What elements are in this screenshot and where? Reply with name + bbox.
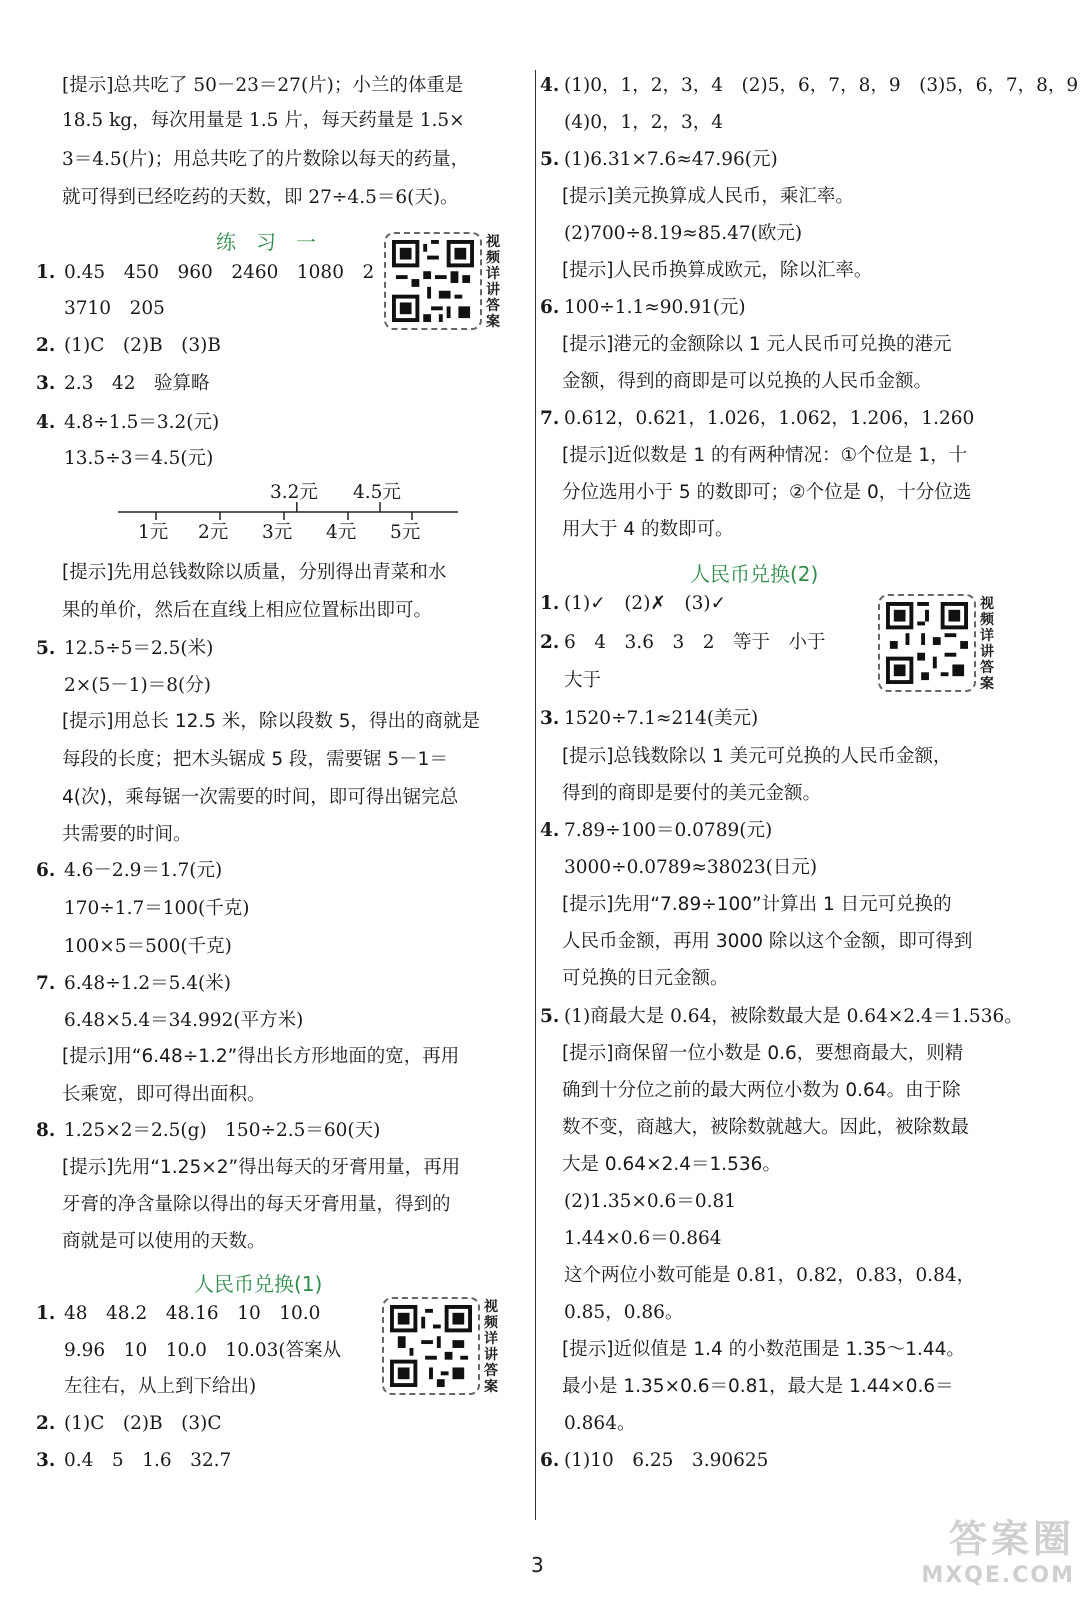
answer-line: 4.8÷1.5＝3.2(元): [64, 412, 220, 433]
answer-line: (2)1.35×0.6＝0.81: [564, 1191, 737, 1212]
intro-tip-line: [提示]总共吃了 50－23＝27(片)；小兰的体重是: [62, 75, 464, 96]
hint-line: 金额，得到的商即是可以兑换的人民币金额。: [562, 371, 933, 392]
hint-line: [提示]用总长 12.5 米，除以段数 5，得出的商就是: [62, 711, 481, 732]
point-label-4-5: 4.5元: [353, 482, 401, 503]
intro-tip-line: 3＝4.5(片)；用总共吃了的片数除以每天的药量，: [62, 149, 470, 170]
watermark-url: MXQE.COM: [921, 1563, 1075, 1588]
hint-line: 得到的商即是要付的美元金额。: [562, 783, 822, 804]
question-number: 7.: [36, 973, 56, 994]
answer-line: 3000÷0.0789≈38023(日元): [564, 857, 818, 878]
tick-label: 3元: [262, 522, 293, 543]
question-number: 6.: [540, 297, 560, 318]
answer-line: 6.48÷1.2＝5.4(米): [64, 973, 231, 994]
answer-line: 7.89÷100＝0.0789(元): [564, 820, 773, 841]
hint-line: [提示]先用总钱数除以质量，分别得出青菜和水: [62, 562, 447, 583]
hint-line: 每段的长度；把木头锯成 5 段，需要锯 5－1＝: [62, 749, 448, 770]
hint-line: [提示]近似值是 1.4 的小数范围是 1.35～1.44。: [562, 1339, 965, 1360]
question-number: 5.: [540, 149, 560, 170]
question-number: 4.: [540, 75, 560, 96]
qr-code-video[interactable]: [382, 1297, 480, 1395]
hint-line: 用大于 4 的数即可。: [562, 519, 734, 540]
column-divider: [535, 70, 536, 1520]
hint-line: [提示]总钱数除以 1 美元可兑换的人民币金额，: [562, 746, 952, 767]
answer-line: (2)700÷8.19≈85.47(欧元): [564, 223, 803, 244]
hint-line: [提示]人民币换算成欧元，除以汇率。: [562, 260, 873, 281]
qr-code-video[interactable]: [384, 232, 482, 330]
tick-label: 5元: [390, 522, 421, 543]
question-number: 2.: [36, 335, 56, 356]
answer-line: 1.25×2＝2.5(g) 150÷2.5＝60(天): [64, 1120, 381, 1141]
question-number: 4.: [36, 412, 56, 433]
question-number: 3.: [36, 373, 56, 394]
watermark-logo: [921, 1508, 1075, 1588]
qr-label: 视频详讲答案: [484, 1299, 498, 1395]
hint-line: 共需要的时间。: [62, 824, 192, 845]
answer-line: 0.864。: [564, 1413, 636, 1434]
answer-line: (4)0，1，2，3，4: [564, 112, 724, 133]
question-number: 5.: [36, 638, 56, 659]
answer-line: 1520÷7.1≈214(美元): [564, 708, 759, 729]
answer-line: (1)10 6.25 3.90625: [564, 1450, 769, 1471]
answer-line: 13.5÷3＝4.5(元): [64, 448, 214, 469]
answer-line: 2.3 42 验算略: [64, 373, 210, 394]
hint-line: 确到十分位之前的最大两位小数为 0.64。由于除: [562, 1080, 961, 1101]
section-heading-rmb-exchange-2: 人民币兑换(2): [690, 562, 819, 586]
hint-line: 商就是可以使用的天数。: [62, 1231, 266, 1252]
question-number: 8.: [36, 1120, 56, 1141]
hint-line: 数不变，商越大，被除数就越大。因此，被除数最: [562, 1117, 970, 1138]
question-number: 5.: [540, 1006, 560, 1027]
answer-line: 0.85，0.86。: [564, 1302, 684, 1323]
hint-line: [提示]港元的金额除以 1 元人民币可兑换的港元: [562, 334, 952, 355]
tick-label: 2元: [198, 522, 229, 543]
qr-code-icon: [390, 1305, 472, 1387]
answer-line: 4.6－2.9＝1.7(元): [64, 860, 223, 881]
hint-line: [提示]先用“7.89÷100”计算出 1 日元可兑换的: [562, 894, 952, 915]
point-label-3-2: 3.2元: [270, 482, 318, 503]
hint-line: 可兑换的日元金额。: [562, 968, 729, 989]
hint-line: 果的单价，然后在直线上相应位置标出即可。: [62, 600, 433, 621]
hint-line: [提示]商保留一位小数是 0.6，要想商最大，则精: [562, 1043, 964, 1064]
answer-line: 100×5＝500(千克): [64, 936, 232, 957]
question-number: 1.: [36, 1303, 56, 1324]
intro-tip-line: 18.5 kg，每次用量是 1.5 片，每天药量是 1.5×: [62, 110, 465, 131]
answer-line: (1)✓ (2)✗ (3)✓: [564, 593, 727, 614]
intro-tip-line: 就可得到已经吃药的天数，即 27÷4.5＝6(天)。: [62, 187, 459, 208]
page-number: 3: [531, 1553, 544, 1577]
question-number: 1.: [540, 593, 560, 614]
tick-label: 4元: [326, 522, 357, 543]
qr-label: 视频详讲答案: [486, 234, 500, 330]
question-number: 7.: [540, 408, 560, 429]
hint-line: 人民币金额，再用 3000 除以这个金额，即可得到: [562, 931, 973, 952]
answer-line: 9.96 10 10.0 10.03(答案从: [64, 1340, 342, 1361]
hint-line: 大是 0.64×2.4＝1.536。: [562, 1154, 781, 1175]
hint-line: 分位选用小于 5 的数即可；②个位是 0，十分位选: [562, 482, 972, 503]
answer-line: 2×(5－1)＝8(分): [64, 675, 211, 696]
hint-line: [提示]美元换算成人民币，乘汇率。: [562, 186, 854, 207]
answer-line: (1)0，1，2，3，4 (2)5，6，7，8，9 (3)5，6，7，8，9: [564, 75, 1079, 96]
answer-line: 0.612，0.621，1.026，1.062，1.206，1.260: [564, 408, 975, 429]
qr-code-icon: [392, 240, 474, 322]
hint-line: 长乘宽，即可得出面积。: [62, 1084, 266, 1105]
question-number: 3.: [36, 1450, 56, 1471]
answer-line: (1)C (2)B (3)B: [64, 335, 221, 356]
section-heading-rmb-exchange-1: 人民币兑换(1): [194, 1272, 323, 1296]
answer-line: 大于: [564, 670, 602, 691]
watermark-text: 答案圈: [948, 1517, 1075, 1561]
answer-line: 0.4 5 1.6 32.7: [64, 1450, 232, 1471]
question-number: 6.: [540, 1450, 560, 1471]
question-number: 2.: [36, 1413, 56, 1434]
answer-line: 100÷1.1≈90.91(元): [564, 297, 746, 318]
hint-line: 4(次)，乘每锯一次需要的时间，即可得出锯完总: [62, 787, 459, 808]
answer-line: 12.5÷5＝2.5(米): [64, 638, 214, 659]
qr-code-icon: [886, 602, 968, 684]
answer-line: 左往右，从上到下给出): [64, 1376, 257, 1397]
qr-label: 视频详讲答案: [980, 596, 994, 692]
section-heading-practice-1: 练 习 一: [216, 230, 316, 254]
answer-line: 这个两位小数可能是 0.81，0.82，0.83，0.84，: [564, 1265, 976, 1286]
answer-line: 6 4 3.6 3 2 等于 小于: [564, 632, 826, 653]
answer-line: (1)商最大是 0.64，被除数最大是 0.64×2.4＝1.536。: [564, 1006, 1023, 1027]
answer-line: (1)6.31×7.6≈47.96(元): [564, 149, 778, 170]
question-number: 4.: [540, 820, 560, 841]
question-number: 1.: [36, 262, 56, 283]
answer-line: 170÷1.7＝100(千克): [64, 898, 250, 919]
question-number: 2.: [540, 632, 560, 653]
answer-line: 6.48×5.4＝34.992(平方米): [64, 1010, 304, 1031]
answer-line: 48 48.2 48.16 10 10.0: [64, 1303, 321, 1324]
hint-line: 牙膏的净含量除以得出的每天牙膏用量，得到的: [62, 1194, 451, 1215]
answer-line: 0.45 450 960 2460 1080 2: [64, 262, 375, 283]
hint-line: [提示]近似数是 1 的有两种情况：①个位是 1，十: [562, 445, 968, 466]
answer-line: (1)C (2)B (3)C: [64, 1413, 222, 1434]
question-number: 3.: [540, 708, 560, 729]
qr-code-video[interactable]: [878, 594, 976, 692]
question-number: 6.: [36, 860, 56, 881]
answer-line: 1.44×0.6＝0.864: [564, 1228, 722, 1249]
hint-line: 最小是 1.35×0.6＝0.81，最大是 1.44×0.6＝: [562, 1376, 954, 1397]
hint-line: [提示]用“6.48÷1.2”得出长方形地面的宽，再用: [62, 1046, 460, 1067]
answer-line: 3710 205: [64, 298, 165, 319]
tick-label: 1元: [138, 522, 169, 543]
hint-line: [提示]先用“1.25×2”得出每天的牙膏用量，再用: [62, 1157, 461, 1178]
